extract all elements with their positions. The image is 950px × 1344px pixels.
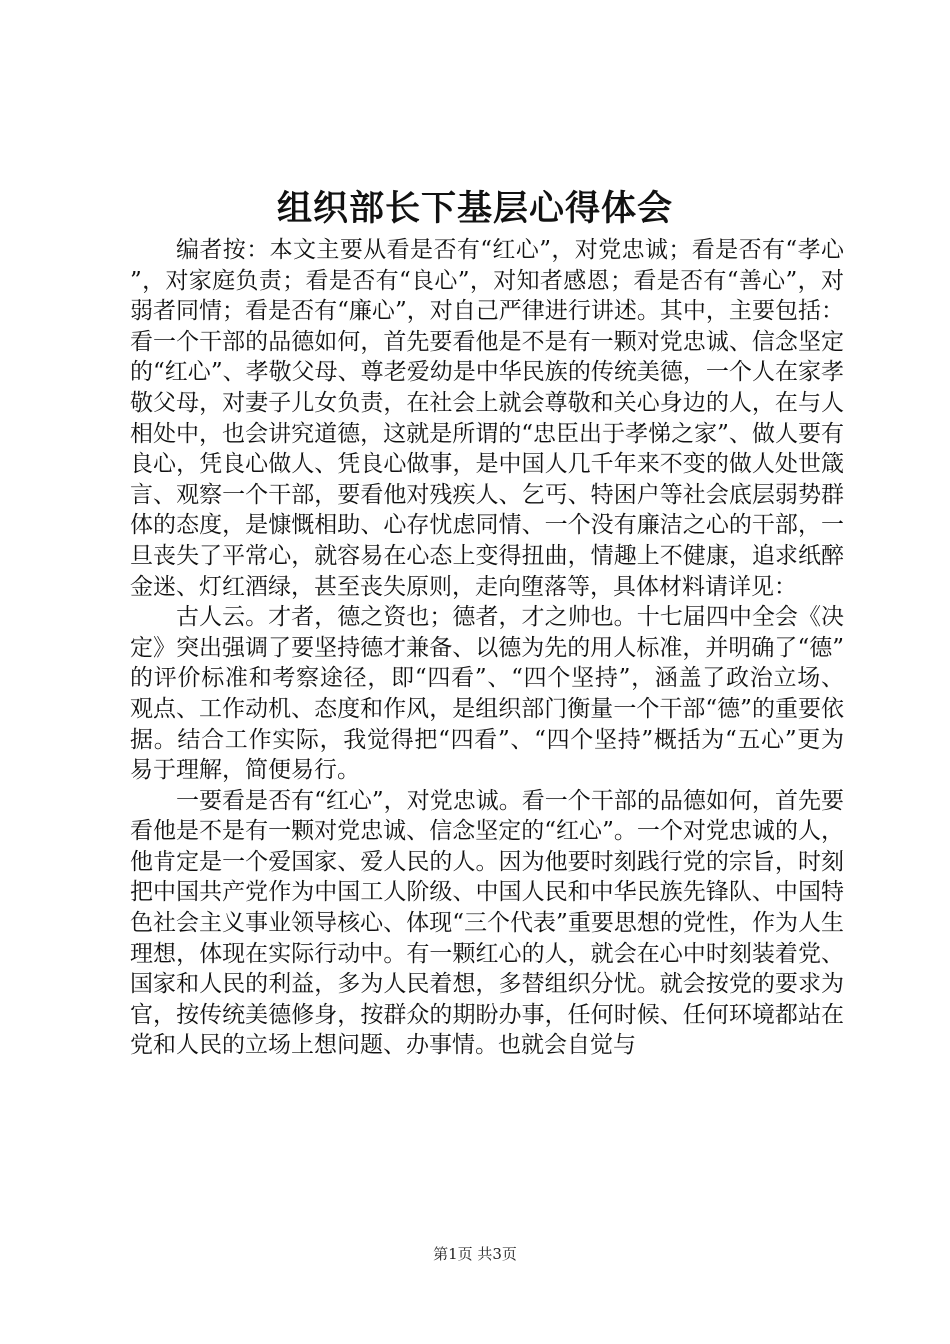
page-number-footer: 第1页 共3页 bbox=[433, 1245, 517, 1263]
paragraph-ancient-saying: 古人云。才者，德之资也；德者，才之帅也。十七届四中全会《决定》突出强调了要坚持德才兼备、以德为先的用人标准，并明确了“德”的评价标准和考察途径，即“四看”、“四个坚持”，涵盖了政治立场、观点、工作动机、态度和作风，是组织部门衡量一个干部“德”的重要依据。结合工作实际，我觉得把“四看”、“四个坚持”概括为“五心”更为易于理解，简便易行。 bbox=[130, 604, 844, 784]
paragraph-red-heart: 一要看是否有“红心”，对党忠诚。看一个干部的品德如何，首先要看他是不是有一颗对党忠诚、信念坚定的“红心”。一个对党忠诚的人，他肯定是一个爱国家、爱人民的人。因为他要时刻践行党的宗旨，时刻把中国共产党作为中国工人阶级、中国人民和中华民族先锋队、中国特色社会主义事业领导核心、体现“三个代表”重要思想的党性，作为人生理想，体现在实际行动中。有一颗红心的人，就会在心中时刻装着党、国家和人民的利益，多为人民着想，多替组织分忧。就会按党的要求为官，按传统美德修身，按群众的期盼办事，任何时候、任何环境都站在党和人民的立场上想问题、办事情。也就会自觉与 bbox=[130, 787, 844, 1059]
paragraph-editor-note: 编者按：本文主要从看是否有“红心”，对党忠诚；看是否有“孝心”，对家庭负责；看是否有“良心”，对知者感恩；看是否有“善心”，对弱者同情；看是否有“廉心”，对自己严律进行讲述。其中，主要包括：看一个干部的品德如何，首先要看他是不是有一颗对党忠诚、信念坚定的“红心”、孝敬父母、尊老爱幼是中华民族的传统美德，一个人在家孝敬父母，对妻子儿女负责，在社会上就会尊敬和关心身边的人，在与人相处中，也会讲究道德，这就是所谓的“忠臣出于孝悌之家”、做人要有良心，凭良心做人、凭良心做事，是中国人几千年来不变的做人处世箴言、观察一个干部，要看他对残疾人、乞丐、特困户等社会底层弱势群体的态度，是慷慨相助、心存忧虑同情、一个没有廉洁之心的干部，一旦丧失了平常心，就容易在心态上变得扭曲，情趣上不健康，追求纸醉金迷、灯红酒绿，甚至丧失原则，走向堕落等，具体材料请详见： bbox=[130, 237, 844, 600]
document-body bbox=[130, 235, 844, 1061]
document-title: 组织部长下基层心得体会 bbox=[276, 188, 673, 229]
